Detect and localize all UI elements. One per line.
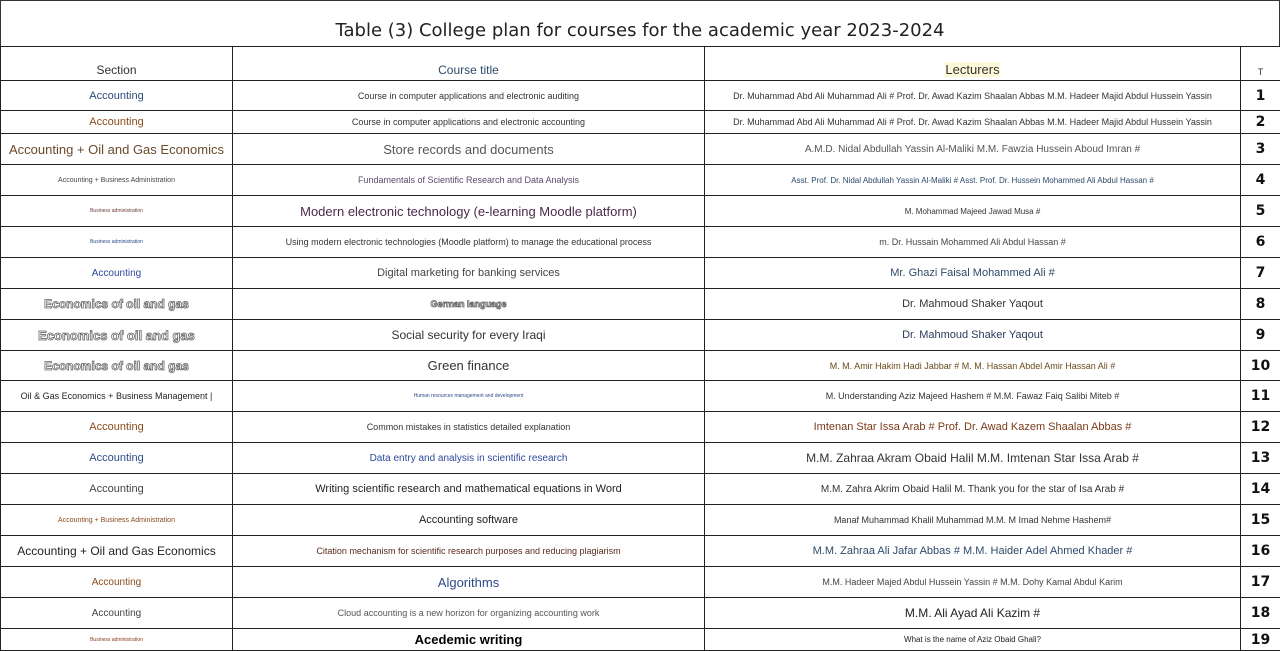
section-cell: Oil & Gas Economics + Business Management | (1, 381, 233, 412)
lecturers-cell: M.M. Zahraa Akram Obaid Halil M.M. Imtenan Star Issa Arab # (705, 443, 1241, 474)
lecturers-cell: Imtenan Star Issa Arab # Prof. Dr. Awad Kazem Shaalan Abbas # (705, 412, 1241, 443)
course-title-cell: Using modern electronic technologies (Moodle platform) to manage the educational process (233, 227, 705, 258)
header-row (1, 47, 1280, 81)
row-number-cell: 8 (1241, 289, 1280, 320)
section-cell: Accounting (1, 258, 233, 289)
section-cell: Accounting + Oil and Gas Economics (1, 536, 233, 567)
row-number-cell: 11 (1241, 381, 1280, 412)
course-title-cell: Store records and documents (233, 134, 705, 165)
row-number-cell: 1 (1241, 81, 1280, 111)
row-number-cell: 10 (1241, 351, 1280, 381)
section-cell: Economics of oil and gas (1, 289, 233, 320)
row-number-cell: 13 (1241, 443, 1280, 474)
row-number-cell: 6 (1241, 227, 1280, 258)
row-number-cell: 3 (1241, 134, 1280, 165)
section-cell: Accounting (1, 111, 233, 134)
table-row (1, 227, 1280, 258)
lecturers-cell: Mr. Ghazi Faisal Mohammed Ali # (705, 258, 1241, 289)
table-row (1, 381, 1280, 412)
table-row (1, 81, 1280, 111)
table-row (1, 320, 1280, 351)
course-plan-table (0, 46, 1280, 651)
header-course-title: Course title (233, 47, 705, 81)
section-cell: Economics of oil and gas (1, 320, 233, 351)
course-title-cell: Writing scientific research and mathematical equations in Word (233, 474, 705, 505)
header-number: T (1241, 47, 1280, 81)
section-cell: Business administration (1, 196, 233, 227)
course-title-cell: Cloud accounting is a new horizon for organizing accounting work (233, 598, 705, 629)
course-title-cell: Citation mechanism for scientific research purposes and reducing plagiarism (233, 536, 705, 567)
lecturers-cell: Dr. Mahmoud Shaker Yaqout (705, 320, 1241, 351)
lecturers-cell: Dr. Muhammad Abd Ali Muhammad Ali # Prof. Dr. Awad Kazim Shaalan Abbas M.M. Hadeer Majid Abdul Hussein Yassin (705, 111, 1241, 134)
section-cell: Business administration (1, 227, 233, 258)
section-cell: Accounting + Business Administration (1, 505, 233, 536)
table-title: Table (3) College plan for courses for the academic year 2023-2024 (0, 0, 1280, 46)
lecturers-cell: M.M. Zahra Akrim Obaid Halil M. Thank you for the star of Isa Arab # (705, 474, 1241, 505)
table-row (1, 598, 1280, 629)
course-title-cell: Modern electronic technology (e-learning Moodle platform) (233, 196, 705, 227)
section-cell: Accounting (1, 81, 233, 111)
row-number-cell: 18 (1241, 598, 1280, 629)
row-number-cell: 17 (1241, 567, 1280, 598)
header-section: Section (1, 47, 233, 81)
table-row (1, 351, 1280, 381)
table-row (1, 412, 1280, 443)
course-title-cell: Human resources management and development (233, 381, 705, 412)
lecturers-cell: Asst. Prof. Dr. Nidal Abdullah Yassin Al-Maliki # Asst. Prof. Dr. Hussein Mohammed Ali Abdul Hassan # (705, 165, 1241, 196)
lecturers-cell: M. Understanding Aziz Majeed Hashem # M.M. Fawaz Faiq Salibi Miteb # (705, 381, 1241, 412)
row-number-cell: 14 (1241, 474, 1280, 505)
table-row (1, 258, 1280, 289)
table-row (1, 474, 1280, 505)
row-number-cell: 7 (1241, 258, 1280, 289)
course-title-cell: Common mistakes in statistics detailed explanation (233, 412, 705, 443)
section-cell: Accounting (1, 598, 233, 629)
row-number-cell: 15 (1241, 505, 1280, 536)
course-title-cell: Social security for every Iraqi (233, 320, 705, 351)
table-row (1, 443, 1280, 474)
table-row (1, 536, 1280, 567)
table-row (1, 165, 1280, 196)
lecturers-cell: M.M. Zahraa Ali Jafar Abbas # M.M. Haider Adel Ahmed Khader # (705, 536, 1241, 567)
course-title-cell: German language (233, 289, 705, 320)
lecturers-cell: M. Mohammad Majeed Jawad Musa # (705, 196, 1241, 227)
lecturers-cell: M.M. Ali Ayad Ali Kazim # (705, 598, 1241, 629)
row-number-cell: 16 (1241, 536, 1280, 567)
course-title-cell: Green finance (233, 351, 705, 381)
row-number-cell: 12 (1241, 412, 1280, 443)
row-number-cell: 19 (1241, 629, 1280, 651)
course-title-cell: Course in computer applications and electronic accounting (233, 111, 705, 134)
course-title-cell: Fundamentals of Scientific Research and Data Analysis (233, 165, 705, 196)
lecturers-cell: A.M.D. Nidal Abdullah Yassin Al-Maliki M.M. Fawzia Hussein Aboud Imran # (705, 134, 1241, 165)
section-cell: Business administration (1, 629, 233, 651)
lecturers-cell: Dr. Muhammad Abd Ali Muhammad Ali # Prof. Dr. Awad Kazim Shaalan Abbas M.M. Hadeer Majid Abdul Hussein Yassin (705, 81, 1241, 111)
section-cell: Economics of oil and gas (1, 351, 233, 381)
course-title-cell: Digital marketing for banking services (233, 258, 705, 289)
section-cell: Accounting (1, 412, 233, 443)
section-cell: Accounting (1, 567, 233, 598)
row-number-cell: 4 (1241, 165, 1280, 196)
section-cell: Accounting + Oil and Gas Economics (1, 134, 233, 165)
table-row (1, 289, 1280, 320)
lecturers-cell: m. Dr. Hussain Mohammed Ali Abdul Hassan # (705, 227, 1241, 258)
table-row (1, 196, 1280, 227)
course-title-cell: Data entry and analysis in scientific research (233, 443, 705, 474)
lecturers-cell: Manaf Muhammad Khalil Muhammad M.M. M Imad Nehme Hashem# (705, 505, 1241, 536)
lecturers-cell: M.M. Hadeer Majed Abdul Hussein Yassin # M.M. Dohy Kamal Abdul Karim (705, 567, 1241, 598)
row-number-cell: 5 (1241, 196, 1280, 227)
course-title-cell: Accounting software (233, 505, 705, 536)
row-number-cell: 2 (1241, 111, 1280, 134)
course-title-cell: Course in computer applications and electronic auditing (233, 81, 705, 111)
table-row (1, 629, 1280, 651)
table-row (1, 505, 1280, 536)
table-row (1, 567, 1280, 598)
course-title-cell: Algorithms (233, 567, 705, 598)
header-lecturers-label: Lecturers (945, 62, 999, 77)
lecturers-cell: M. M. Amir Hakim Hadi Jabbar # M. M. Hassan Abdel Amir Hassan Ali # (705, 351, 1241, 381)
lecturers-cell: What is the name of Aziz Obaid Ghali? (705, 629, 1241, 651)
table-row (1, 134, 1280, 165)
course-title-cell: Acedemic writing (233, 629, 705, 651)
row-number-cell: 9 (1241, 320, 1280, 351)
header-lecturers (705, 47, 1241, 81)
section-cell: Accounting (1, 443, 233, 474)
table-row (1, 111, 1280, 134)
lecturers-cell: Dr. Mahmoud Shaker Yaqout (705, 289, 1241, 320)
section-cell: Accounting (1, 474, 233, 505)
section-cell: Accounting + Business Administration (1, 165, 233, 196)
